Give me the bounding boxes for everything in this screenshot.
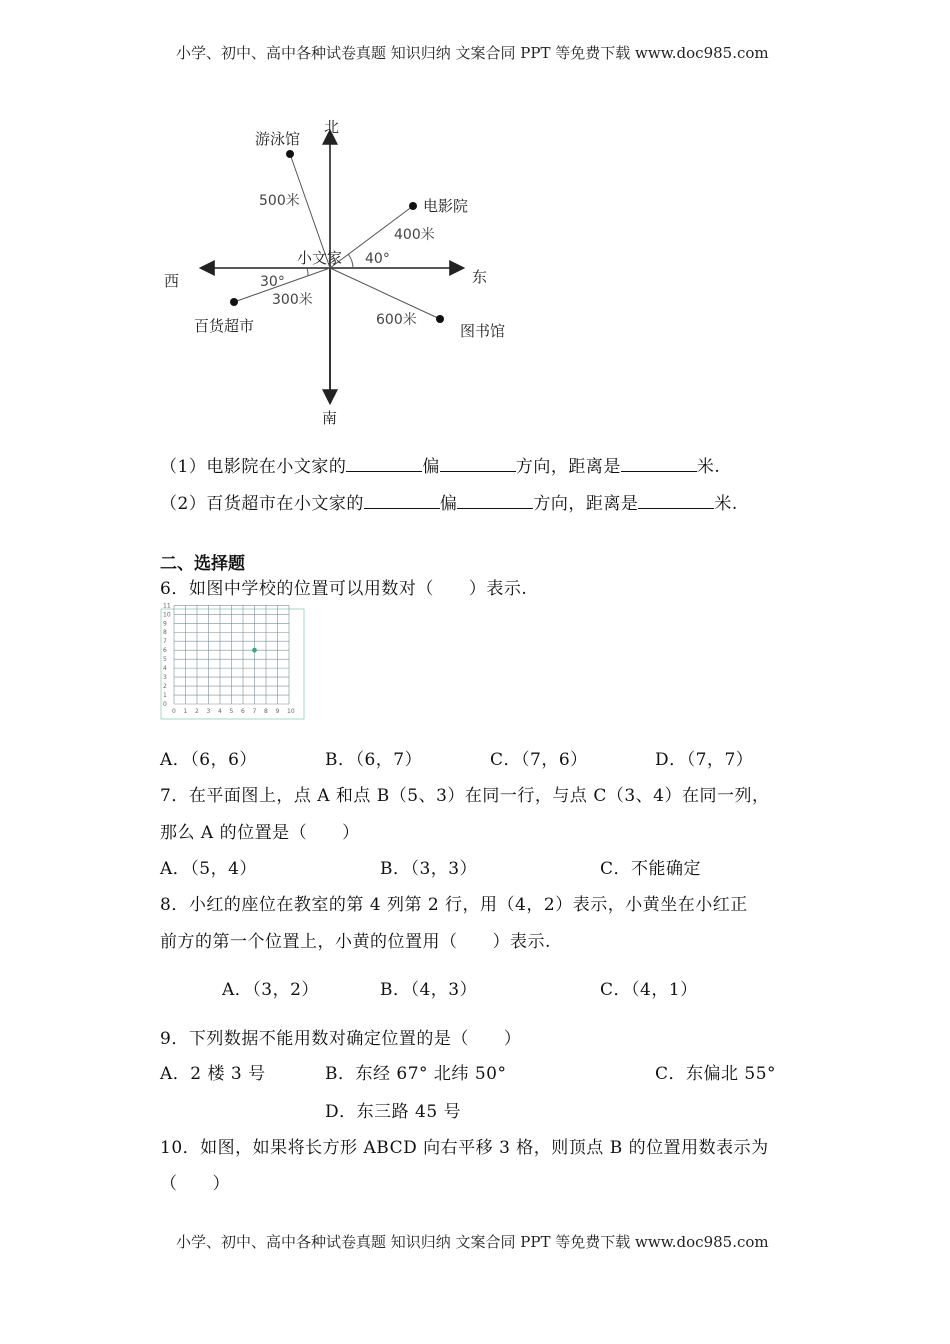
- q10-stem-line-2: （ ）: [160, 1174, 230, 1194]
- market-angle: 30°: [260, 274, 285, 290]
- pool-point: [286, 150, 294, 158]
- q9-option-c[interactable]: C．东偏北 55°: [655, 1064, 777, 1084]
- q10-stem-line-1: 10．如图，如果将长方形 ABCD 向右平移 3 格，则顶点 B 的位置用数表示为: [160, 1138, 769, 1158]
- q7-option-c[interactable]: C．不能确定: [600, 859, 702, 879]
- y-tick-label: 3: [163, 674, 167, 682]
- x-tick-label: 7: [252, 708, 257, 715]
- x-tick-label: 8: [264, 708, 268, 715]
- y-tick-label: 9: [163, 620, 167, 628]
- y-tick-label: 5: [163, 656, 167, 664]
- q6-coordinate-grid: [160, 602, 305, 720]
- q6-option-d[interactable]: D．（7，7）: [655, 750, 754, 770]
- y-tick-label: 4: [163, 665, 167, 673]
- q8-option-a[interactable]: A．（3，2）: [222, 980, 319, 1000]
- q8-stem-line-1: 8．小红的座位在教室的第 4 列第 2 行，用（4，2）表示，小黄坐在小红正: [160, 895, 748, 915]
- blank[interactable]: [440, 455, 516, 472]
- q7-stem-line-2: 那么 A 的位置是（ ）: [160, 823, 360, 843]
- y-tick-label: 10: [163, 611, 171, 619]
- q7-option-b[interactable]: B．（3，3）: [380, 859, 478, 879]
- x-tick-label: 1: [183, 708, 188, 715]
- direction-map-diagram: [150, 110, 550, 435]
- blank[interactable]: [621, 455, 697, 472]
- market-distance: 300米: [272, 292, 313, 308]
- x-tick-label: 5: [229, 708, 234, 715]
- y-tick-label: 1: [163, 692, 167, 700]
- y-tick-label: 11: [163, 602, 171, 610]
- north-label: 北: [324, 118, 340, 136]
- library-distance: 600米: [376, 312, 417, 328]
- blank[interactable]: [638, 492, 714, 509]
- x-tick-label: 10: [287, 708, 295, 715]
- q6-option-c[interactable]: C．（7，6）: [490, 750, 588, 770]
- east-label: 东: [472, 268, 488, 286]
- x-tick-label: 3: [206, 708, 211, 715]
- pool-label: 游泳馆: [255, 130, 301, 148]
- q6-stem: 6．如图中学校的位置可以用数对（ ）表示.: [160, 579, 528, 599]
- x-tick-label: 4: [218, 708, 222, 715]
- x-tick-label: 0: [172, 708, 176, 715]
- blank[interactable]: [457, 492, 533, 509]
- grid-frame: [161, 609, 304, 719]
- section-title: 二、选择题: [160, 554, 245, 574]
- q9-stem: 9．下列数据不能用数对确定位置的是（ ）: [160, 1029, 522, 1049]
- q8-stem-line-2: 前方的第一个位置上，小黄的位置用（ ）表示.: [160, 932, 551, 952]
- y-tick-label: 2: [163, 683, 167, 691]
- q5-line-2: （2）百货超市在小文家的 偏 方向，距离是 米.: [160, 494, 738, 514]
- library-label: 图书馆: [460, 322, 506, 340]
- cinema-angle: 40°: [365, 251, 390, 267]
- cinema-point: [409, 202, 417, 210]
- q5-line-1: （1）电影院在小文家的 偏 方向，距离是 米.: [160, 457, 721, 477]
- q6-option-a[interactable]: A．（6，6）: [160, 750, 257, 770]
- cinema-label: 电影院: [423, 197, 469, 215]
- market-point: [230, 298, 238, 306]
- q9-option-d[interactable]: D．东三路 45 号: [325, 1102, 462, 1122]
- blank[interactable]: [346, 455, 422, 472]
- y-tick-label: 8: [163, 629, 167, 637]
- q8-option-b[interactable]: B．（4，3）: [380, 980, 478, 1000]
- q9-option-b[interactable]: B．东经 67° 北纬 50°: [325, 1064, 507, 1084]
- x-tick-label: 2: [195, 708, 199, 715]
- x-tick-label: 9: [275, 708, 280, 715]
- center-label: 小文家: [297, 249, 343, 267]
- blank[interactable]: [364, 492, 440, 509]
- south-label: 南: [322, 409, 338, 427]
- cinema-distance: 400米: [394, 227, 435, 243]
- q9-option-a[interactable]: A．2 楼 3 号: [160, 1064, 266, 1084]
- q8-option-c[interactable]: C．（4，1）: [600, 980, 698, 1000]
- page-header: 小学、初中、高中各种试卷真题 知识归纳 文案合同 PPT 等免费下载 www.doc985.com: [176, 44, 769, 62]
- page-footer: 小学、初中、高中各种试卷真题 知识归纳 文案合同 PPT 等免费下载 www.doc985.com: [176, 1233, 769, 1251]
- q7-option-a[interactable]: A．（5，4）: [160, 859, 257, 879]
- school-point: [252, 648, 257, 653]
- x-tick-label: 6: [241, 708, 245, 715]
- west-label: 西: [164, 272, 180, 290]
- y-tick-label: 6: [163, 647, 167, 655]
- pool-distance: 500米: [259, 193, 300, 209]
- library-point: [436, 315, 444, 323]
- q7-stem-line-1: 7．在平面图上，点 A 和点 B（5、3）在同一行，与点 C（3、4）在同一列，: [160, 786, 770, 806]
- market-label: 百货超市: [194, 317, 255, 335]
- y-tick-label: 7: [163, 638, 167, 646]
- y-tick-label: 0: [163, 701, 167, 708]
- q6-option-b[interactable]: B．（6，7）: [325, 750, 423, 770]
